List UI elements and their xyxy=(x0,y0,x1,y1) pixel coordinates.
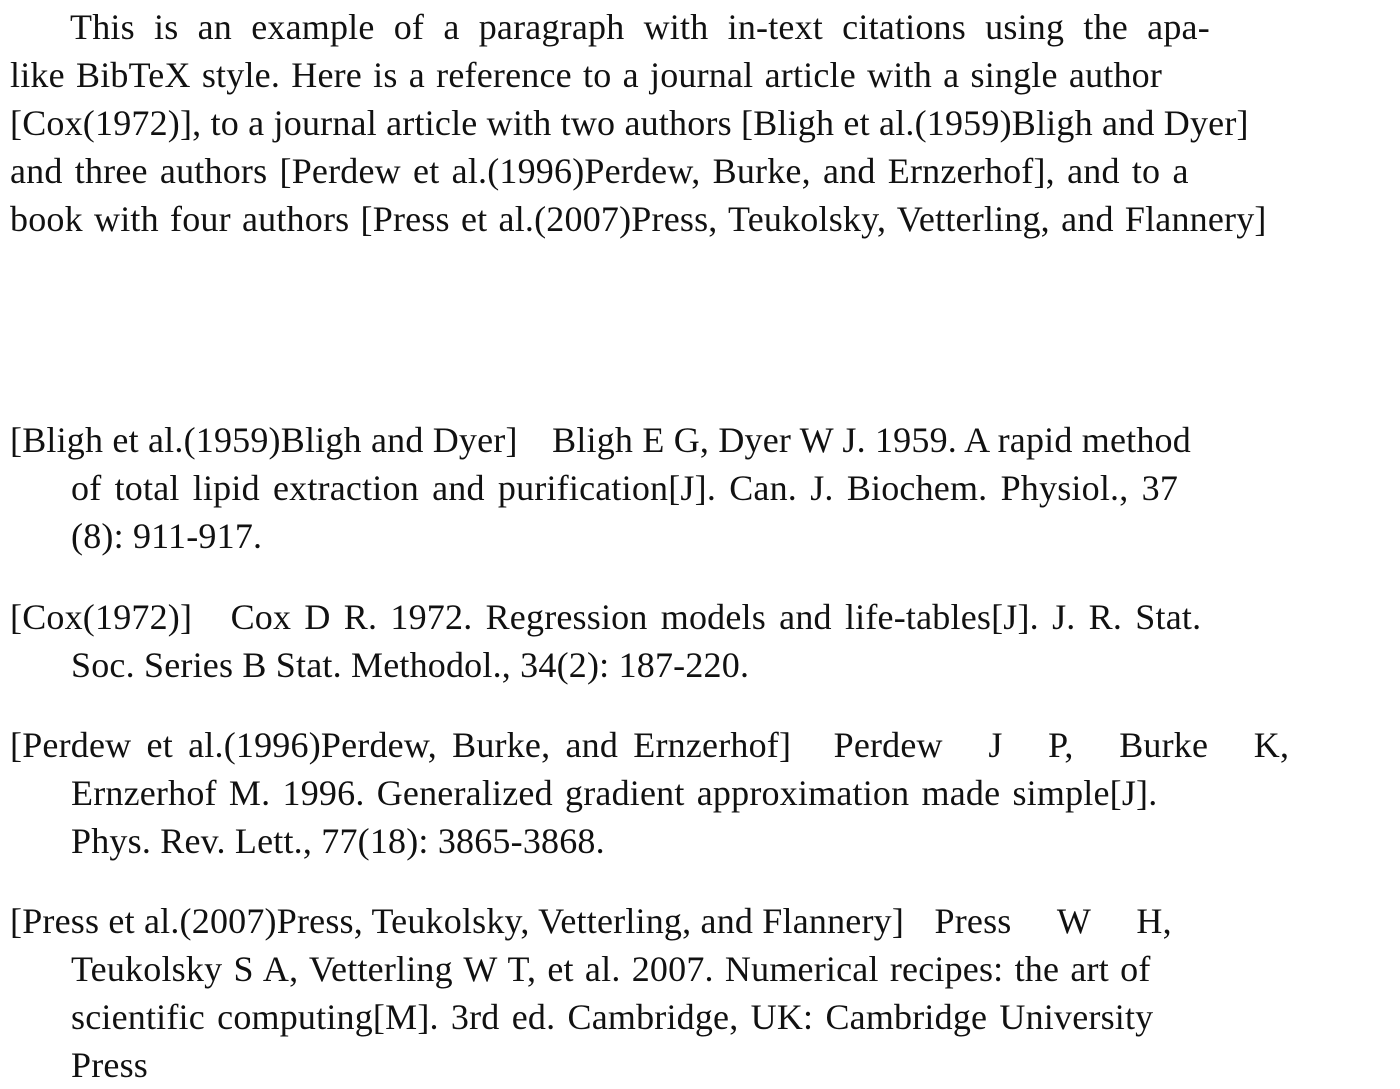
paragraph-line-2: like BibTeX style. Here is a reference to a journal article with a single author xyxy=(10,55,1163,95)
bib-text-line: Phys. Rev. Lett., 77(18): 3865-3868. xyxy=(71,821,605,861)
bib-text-line: Ernzerhof M. 1996. Generalized gradient approximation made simple[J]. xyxy=(71,773,1158,813)
bib-label: [Cox(1972)] xyxy=(10,597,193,637)
bib-text-line: Press W H, xyxy=(934,901,1172,941)
bib-label: [Press et al.(2007)Press, Teukolsky, Vetterling, and Flannery] xyxy=(10,901,905,941)
bib-text-line: Teukolsky S A, Vetterling W T, et al. 2007. Numerical recipes: the art of xyxy=(71,949,1151,989)
paragraph-line-4: and three authors [Perdew et al.(1996)Perdew, Burke, and Ernzerhof], and to a xyxy=(10,151,1189,191)
bib-text-line: scientific computing[M]. 3rd ed. Cambridge, UK: Cambridge University xyxy=(71,997,1154,1037)
bib-text-line: Cox D R. 1972. Regression models and life-tables[J]. J. R. Stat. xyxy=(230,597,1202,637)
bib-label: [Perdew et al.(1996)Perdew, Burke, and Ernzerhof] xyxy=(10,725,792,765)
bib-text-line: Bligh E G, Dyer W J. 1959. A rapid method xyxy=(552,420,1191,460)
bib-label: [Bligh et al.(1959)Bligh and Dyer] xyxy=(10,420,518,460)
bib-text-line: of total lipid extraction and purification[J]. Can. J. Biochem. Physiol., 37 xyxy=(71,468,1179,508)
bib-text-line: Soc. Series B Stat. Methodol., 34(2): 187-220. xyxy=(71,645,750,685)
bib-text-line: (8): 911-917. xyxy=(71,516,263,556)
paragraph-line-5: book with four authors [Press et al.(2007)Press, Teukolsky, Vetterling, and Flannery] xyxy=(10,199,1267,239)
bib-text-line: Press xyxy=(71,1045,149,1085)
paragraph-line-3: [Cox(1972)], to a journal article with two authors [Bligh et al.(1959)Bligh and Dyer] xyxy=(10,103,1249,143)
paragraph-line-1: This is an example of a paragraph with in-text citations using the apa- xyxy=(70,7,1210,47)
bib-text-line: Perdew J P, Burke K, xyxy=(833,725,1290,765)
